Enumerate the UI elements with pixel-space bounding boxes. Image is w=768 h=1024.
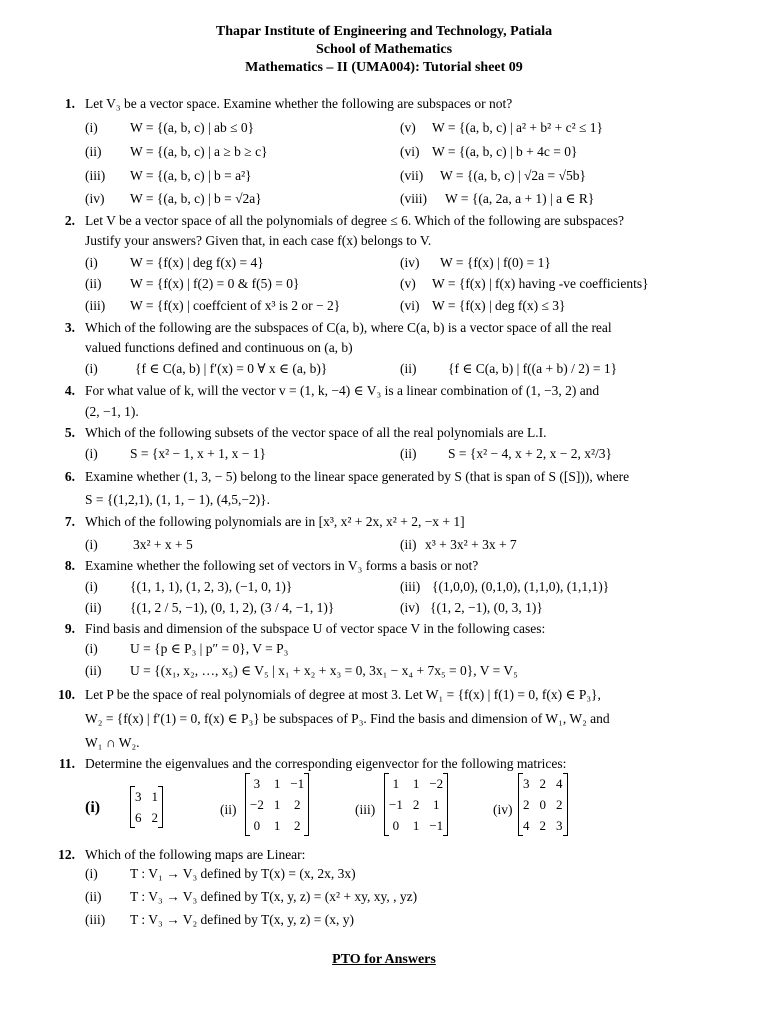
matrix-cell: 0 <box>253 818 261 833</box>
question-text: W₁ ∩ W₂. <box>85 735 140 750</box>
item-text: {f ∈ C(a, b) | f′(x) = 0 ∀ x ∈ (a, b)} <box>135 361 328 376</box>
matrix-cell: 1 <box>392 776 400 791</box>
matrix-cell: 3 <box>135 789 142 804</box>
item-text: S = {x² − 4, x + 2, x − 2, x²/3} <box>448 446 613 461</box>
question-number: 3. <box>64 320 75 335</box>
item-text: W = {f(x) | f(2) = 0 & f(5) = 0} <box>130 276 300 291</box>
item-label: (vii) <box>400 168 424 183</box>
item-label: (ii) <box>85 144 102 159</box>
item-label: (iii) <box>85 298 106 313</box>
matrix-cell: 1 <box>412 776 420 791</box>
question-number: 12. <box>58 847 75 862</box>
item-text: S = {x² − 1, x + 1, x − 1} <box>130 446 266 461</box>
matrix-cell: 3 <box>523 776 530 791</box>
matrix-cell: 2 <box>556 797 563 812</box>
question-text: Which of the following maps are Linear: <box>85 847 306 862</box>
item-label: (ii) <box>85 889 102 904</box>
question-number: 5. <box>64 425 75 440</box>
item-text: T : V₁ → V₃ defined by T(x) = (x, 2x, 3x) <box>130 866 356 881</box>
item-label: (iv) <box>400 255 420 270</box>
item-label: (i) <box>85 255 98 270</box>
item-label: (ii) <box>400 446 417 461</box>
matrix-cell: 2 <box>294 818 301 833</box>
matrix-cell: 2 <box>539 818 546 833</box>
item-label: (i) <box>85 866 98 881</box>
question-number: 2. <box>64 213 75 228</box>
item-text: T : V₃ → V₂ defined by T(x, y, z) = (x, y) <box>130 912 354 927</box>
item-label: (i) <box>85 361 98 376</box>
question-number: 1. <box>64 96 75 111</box>
item-text: x³ + 3x² + 3x + 7 <box>425 537 517 552</box>
matrix-i <box>130 786 163 828</box>
matrix-cell: 3 <box>253 776 261 791</box>
question-text: Which of the following are the subspaces of C(a, b), where C(a, b) is a vector space of all the real <box>85 320 612 335</box>
matrix-cell: −1 <box>429 818 444 833</box>
item-label: (ii) <box>85 276 102 291</box>
matrix-cell: 4 <box>556 776 563 791</box>
question-text: Which of the following polynomials are in [x³, x² + 2x, x² + 2, −x + 1] <box>85 514 465 529</box>
matrix-label-i: (i) <box>85 799 101 816</box>
item-label: (v) <box>400 120 416 135</box>
matrix-cell: 1 <box>412 818 420 833</box>
question-number: 10. <box>58 687 75 702</box>
footer-note: PTO for Answers <box>332 952 436 967</box>
matrix-cell: 2 <box>539 776 546 791</box>
matrix-cell: 2 <box>151 810 158 825</box>
matrix-label-iv: (iv) <box>493 802 513 817</box>
item-text: W = {f(x) | f(0) = 1} <box>440 255 551 270</box>
matrix-cell: −2 <box>250 797 264 812</box>
question-text: Examine whether the following set of vectors in V₃ forms a basis or not? <box>85 558 479 573</box>
matrix-cell: 2 <box>294 797 301 812</box>
item-label: (iv) <box>400 600 420 615</box>
matrix-cell: 1 <box>151 789 158 804</box>
question-text: W₂ = {f(x) | f′(1) = 0, f(x) ∈ P₃} be subspaces of P₃. Find the basis and dimension of W₁, W₂ and <box>85 711 610 726</box>
matrix-cell: −1 <box>290 776 305 791</box>
matrix-cell: 4 <box>523 818 530 833</box>
item-text: W = {(a, b, c) | a ≥ b ≥ c} <box>130 144 268 159</box>
item-label: (i) <box>85 641 98 656</box>
item-text: W = {(a, b, c) | a² + b² + c² ≤ 1} <box>432 120 604 135</box>
item-text: W = {f(x) | deg f(x) ≤ 3} <box>432 298 566 313</box>
institute-title: Thapar Institute of Engineering and Technology, Patiala <box>215 24 553 39</box>
question-text: Examine whether (1, 3, − 5) belong to the linear space generated by S (that is span of S ([S])), where <box>85 469 630 484</box>
item-text: {(1, 2, −1), (0, 3, 1)} <box>430 600 543 615</box>
item-label: (i) <box>85 537 98 552</box>
item-text: W = {f(x) | coeffcient of x³ is 2 or − 2} <box>130 298 341 313</box>
item-label: (ii) <box>400 537 417 552</box>
school-title: School of Mathematics <box>315 42 453 57</box>
question-text: (2, −1, 1). <box>85 404 139 419</box>
item-label: (iii) <box>85 168 106 183</box>
matrix-label-iii: (iii) <box>355 802 376 817</box>
question-text: Determine the eigenvalues and the corresponding eigenvector for the following matrices: <box>85 756 567 771</box>
item-label: (iii) <box>400 579 421 594</box>
question-number: 6. <box>64 469 75 484</box>
matrix-cell: 0 <box>392 818 400 833</box>
item-text: U = {(x₁, x₂, …, x₅) ∈ V₅ | x₁ + x₂ + x₃ = 0, 3x₁ − x₄ + 7x₅ = 0}, V = V₅ <box>130 663 518 678</box>
question-text: valued functions defined and continuous on (a, b) <box>85 340 353 355</box>
item-text: W = {(a, b, c) | ab ≤ 0} <box>130 120 255 135</box>
matrix-cell: 1 <box>433 797 440 812</box>
matrix-cell: −2 <box>429 776 444 791</box>
question-text: Which of the following subsets of the vector space of all the real polynomials are L.I. <box>85 425 547 440</box>
matrix-iii <box>384 773 448 836</box>
item-text: W = {f(x) | deg f(x) = 4} <box>130 255 264 270</box>
item-text: {(1,0,0), (0,1,0), (1,1,0), (1,1,1)} <box>432 579 610 594</box>
item-label: (ii) <box>400 361 417 376</box>
matrix-cell: 1 <box>273 797 281 812</box>
matrix-cell: −1 <box>389 797 403 812</box>
item-label: (iii) <box>85 912 106 927</box>
matrix-cell: 0 <box>539 797 546 812</box>
question-text: Let V be a vector space of all the polynomials of degree ≤ 6. Which of the following are subspaces? <box>85 213 624 228</box>
item-text: {(1, 1, 1), (1, 2, 3), (−1, 0, 1)} <box>130 579 293 594</box>
matrix-cell: 2 <box>412 797 420 812</box>
item-label: (i) <box>85 120 98 135</box>
question-text: Let V₃ be a vector space. Examine whether the following are subspaces or not? <box>85 96 513 111</box>
matrix-ii <box>245 773 309 836</box>
item-label: (viii) <box>400 191 427 206</box>
matrix-cell: 2 <box>523 797 530 812</box>
item-label: (vi) <box>400 298 420 313</box>
item-label: (v) <box>400 276 416 291</box>
item-label: (ii) <box>85 663 102 678</box>
item-label: (ii) <box>85 600 102 615</box>
question-text: For what value of k, will the vector v = (1, k, −4) ∈ V₃ is a linear combination of (1, −3, 2) and <box>85 383 600 398</box>
item-text: T : V₃ → V₃ defined by T(x, y, z) = (x² + xy, xy, , yz) <box>130 889 418 904</box>
matrix-iv <box>518 773 568 836</box>
matrix-cell: 1 <box>273 776 281 791</box>
question-text: Justify your answers? Given that, in each case f(x) belongs to V. <box>85 233 432 248</box>
item-text: W = {(a, b, c) | √2a = √5b} <box>440 168 586 183</box>
item-text: W = {(a, b, c) | b = a²} <box>130 168 252 183</box>
item-text: W = {f(x) | f(x) having -ve coefficients} <box>432 276 649 291</box>
item-text: W = {(a, 2a, a + 1) | a ∈ R} <box>445 191 595 206</box>
item-label: (i) <box>85 579 98 594</box>
item-text: W = {(a, b, c) | b + 4c = 0} <box>432 144 578 159</box>
item-label: (vi) <box>400 144 420 159</box>
item-text: 3x² + x + 5 <box>133 537 193 552</box>
question-number: 9. <box>64 621 75 636</box>
item-label: (iv) <box>85 191 105 206</box>
question-number: 7. <box>64 514 75 529</box>
item-text: {f ∈ C(a, b) | f((a + b) / 2) = 1} <box>448 361 618 376</box>
question-number: 11. <box>58 756 75 771</box>
question-text: Let P be the space of real polynomials of degree at most 3. Let W₁ = {f(x) | f(1) = 0, f(x) ∈ P₃}, <box>85 687 601 702</box>
question-text: S = {(1,2,1), (1, 1, − 1), (4,5,−2)}. <box>85 492 271 507</box>
matrix-cell: 6 <box>135 810 142 825</box>
item-text: U = {p ∈ P₃ | p″ = 0}, V = P₃ <box>130 641 289 656</box>
matrix-cell: 3 <box>556 818 563 833</box>
question-number: 4. <box>64 383 75 398</box>
course-title: Mathematics – II (UMA004): Tutorial sheet 09 <box>245 60 523 75</box>
item-text: W = {(a, b, c) | b = √2a} <box>130 191 262 206</box>
matrix-cell: 1 <box>273 818 281 833</box>
matrix-label-ii: (ii) <box>220 802 237 817</box>
question-number: 8. <box>64 558 75 573</box>
item-text: {(1, 2 / 5, −1), (0, 1, 2), (3 / 4, −1, 1)} <box>130 600 335 615</box>
question-text: Find basis and dimension of the subspace U of vector space V in the following cases: <box>85 621 546 636</box>
item-label: (i) <box>85 446 98 461</box>
